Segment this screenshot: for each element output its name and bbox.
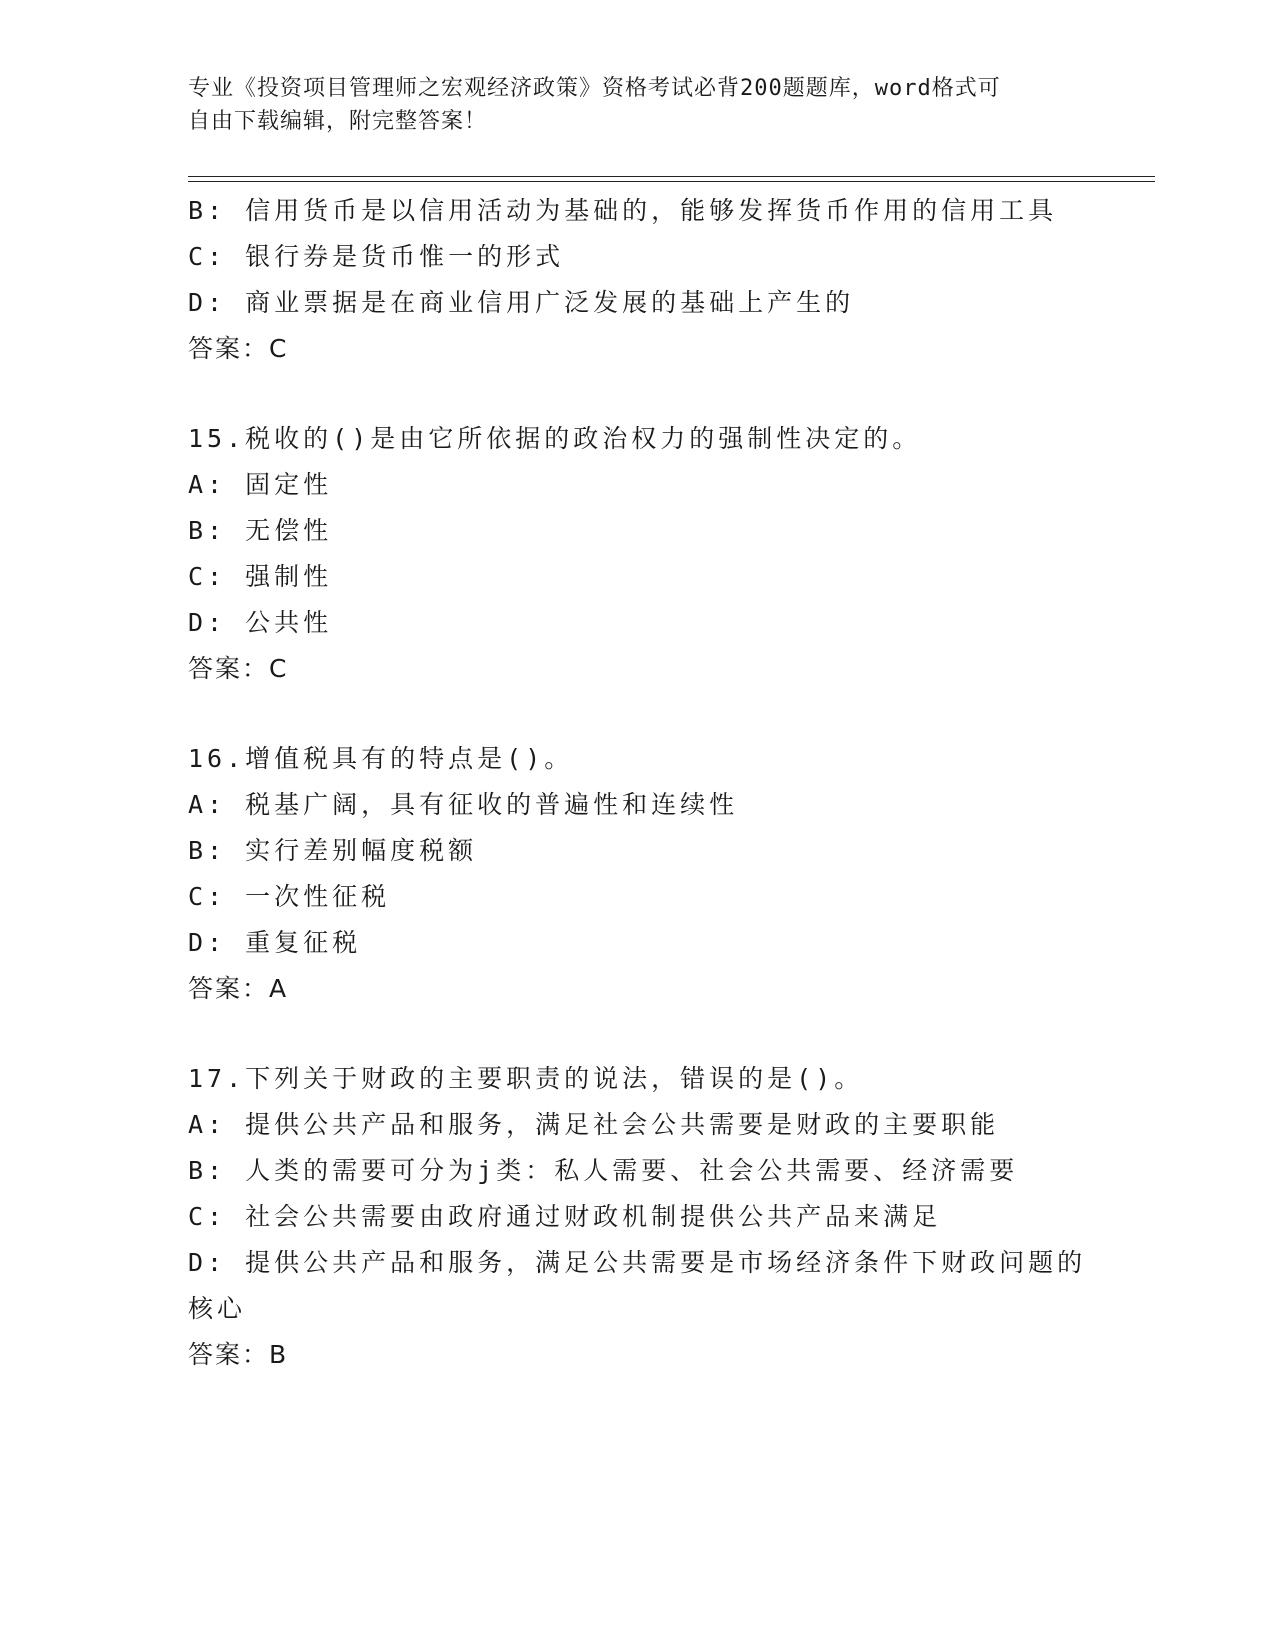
question-list: [188, 188, 1088, 1378]
header-line-1: 专业《投资项目管理师之宏观经济政策》资格考试必背200题题库，word格式可: [188, 76, 1001, 101]
option-d: D: 提供公共产品和服务，满足公共需要是市场经济条件下财政问题的核心: [188, 1248, 1087, 1323]
header-line-2: 自由下载编辑，附完整答案！: [188, 109, 488, 134]
question-spacer: [188, 692, 1088, 736]
question-16: [188, 736, 1088, 1012]
answer-line: 答案：B: [188, 1340, 289, 1369]
option-c: C: 强制性: [188, 562, 333, 591]
option-d: D: 商业票据是在商业信用广泛发展的基础上产生的: [188, 288, 855, 317]
option-c: C: 银行券是货币惟一的形式: [188, 242, 565, 271]
question-17: [188, 1056, 1088, 1378]
option-a: A: 提供公共产品和服务，满足社会公共需要是财政的主要职能: [188, 1110, 1000, 1139]
question-spacer: [188, 372, 1088, 416]
answer-line: 答案：C: [188, 334, 289, 363]
option-a: A: 税基广阔，具有征收的普遍性和连续性: [188, 790, 739, 819]
question-stem: 16.增值税具有的特点是()。: [188, 744, 574, 773]
option-b: B: 人类的需要可分为j类：私人需要、社会公共需要、经济需要: [188, 1156, 1019, 1185]
answer-line: 答案：A: [188, 974, 289, 1003]
header-divider-top: [188, 176, 1155, 177]
question-spacer: [188, 1012, 1088, 1056]
option-b: B: 信用货币是以信用活动为基础的，能够发挥货币作用的信用工具: [188, 196, 1058, 225]
option-c: C: 社会公共需要由政府通过财政机制提供公共产品来满足: [188, 1202, 942, 1231]
option-a: A: 固定性: [188, 470, 333, 499]
header-divider-bottom: [188, 181, 1155, 182]
answer-line: 答案：C: [188, 654, 289, 683]
option-c: C: 一次性征税: [188, 882, 391, 911]
option-b: B: 无偿性: [188, 516, 333, 545]
question-stem: 15.税收的()是由它所依据的政治权力的强制性决定的。: [188, 424, 922, 453]
question-14-continued: [188, 188, 1088, 372]
document-header: [188, 72, 1088, 138]
question-15: [188, 416, 1088, 692]
option-b: B: 实行差别幅度税额: [188, 836, 478, 865]
option-d: D: 重复征税: [188, 928, 362, 957]
question-stem: 17.下列关于财政的主要职责的说法，错误的是()。: [188, 1064, 864, 1093]
option-d: D: 公共性: [188, 608, 333, 637]
